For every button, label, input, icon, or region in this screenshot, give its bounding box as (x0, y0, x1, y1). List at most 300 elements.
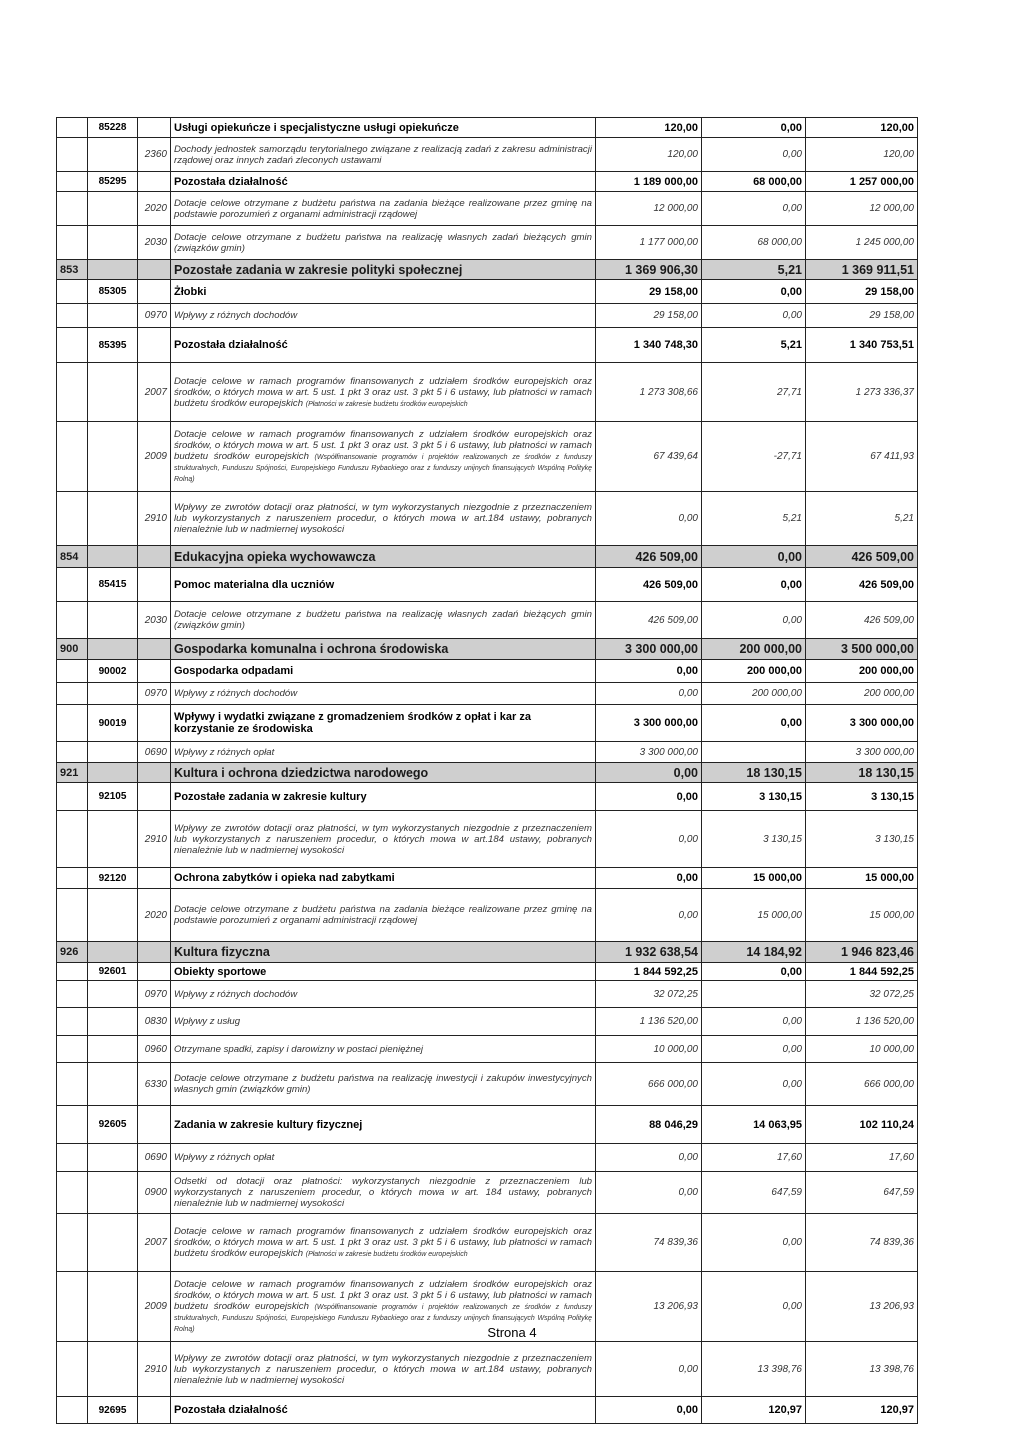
paragraf-code: 2910 (138, 811, 171, 868)
item-name-text: Dotacje celowe otrzymane z budżetu państwa na zadania bieżące realizowane przez gminę na podstawie porozumień z organami administracji rządowej (174, 197, 592, 220)
paragraf-code: 2030 (138, 226, 171, 260)
rozdzial-code: 92695 (88, 1397, 138, 1424)
paragraf-code: 0690 (138, 1144, 171, 1172)
after-change-amount: 17,60 (806, 1144, 918, 1172)
item-name (171, 328, 596, 363)
item-name-text: Dotacje celowe otrzymane z budżetu państwa na realizację własnych zadań bieżących gmin (związków gmin) (174, 231, 592, 254)
dzial-cell (57, 568, 88, 602)
item-name (171, 1172, 596, 1214)
item-name (171, 660, 596, 683)
item-name-text: Wpływy ze zwrotów dotacji oraz płatności, w tym wykorzystanych niezgodnie z przeznaczeniem lub wykorzystanych z naruszeniem procedur, o których mowa w art.184 ustawy, pobranych nienależnie lub w nadmiernej wysokości (174, 1352, 592, 1386)
change-amount: 27,71 (702, 363, 806, 422)
item-name (171, 1144, 596, 1172)
item-name (171, 683, 596, 705)
after-change-amount: 1 340 753,51 (806, 328, 918, 363)
change-amount: 15 000,00 (702, 889, 806, 942)
change-amount: 200 000,00 (702, 639, 806, 660)
rozdzial-row (57, 868, 918, 889)
paragraf-code: 2009 (138, 422, 171, 492)
plan-amount: 0,00 (596, 1172, 702, 1214)
item-name-text: Dotacje celowe w ramach programów finansowanych z udziałem środków europejskich oraz środków, o których mowa w art. 5 ust. 1 pkt 3 oraz ust. 3 pkt 5 i 6 ustawy, lub płatności w ramach budżetu środków europejskich (174, 1226, 592, 1259)
paragraf-row (57, 683, 918, 705)
change-amount: 0,00 (702, 1272, 806, 1342)
rozdzial-code: 92105 (88, 783, 138, 811)
item-name-note: (Współfinansowanie programów i projektów realizowanych ze środków z funduszy strukturalnych, Funduszu Spójności, Europejskiego Funduszu Rybackiego oraz z funduszy unijnych finansujących Wspólną Politykę Rolną) (174, 1304, 592, 1333)
change-amount: 3 130,15 (702, 783, 806, 811)
dzial-cell (57, 363, 88, 422)
change-amount: 18 130,15 (702, 763, 806, 783)
paragraf-code: 0970 (138, 304, 171, 328)
dzial-cell (57, 981, 88, 1008)
paragraf-row (57, 192, 918, 226)
item-name (171, 118, 596, 138)
rozdzial-cell (88, 304, 138, 328)
paragraf-cell (138, 639, 171, 660)
change-amount: 0,00 (702, 1063, 806, 1106)
item-name-text: Pozostała działalność (174, 339, 288, 351)
plan-amount: 29 158,00 (596, 280, 702, 304)
dzial-cell (57, 705, 88, 742)
item-name-text: Dochody jednostek samorządu terytorialnego związane z realizacją zadań z zakresu administracji rządowej oraz innych zadań zleconych ustawami (174, 143, 592, 166)
change-amount (702, 981, 806, 1008)
paragraf-code: 0900 (138, 1172, 171, 1214)
item-name-text: Gospodarka komunalna i ochrona środowiska (174, 642, 449, 656)
dzial-cell (57, 742, 88, 763)
after-change-amount: 200 000,00 (806, 683, 918, 705)
change-amount: 0,00 (702, 280, 806, 304)
after-change-amount: 426 509,00 (806, 568, 918, 602)
after-change-amount: 15 000,00 (806, 889, 918, 942)
item-name-text: Pozostała działalność (174, 1404, 288, 1416)
item-name-text: Wpływy z różnych opłat (174, 1152, 275, 1163)
change-amount: 0,00 (702, 963, 806, 981)
paragraf-code: 6330 (138, 1063, 171, 1106)
paragraf-code: 2007 (138, 363, 171, 422)
plan-amount: 0,00 (596, 1397, 702, 1424)
plan-amount: 29 158,00 (596, 304, 702, 328)
paragraf-cell (138, 868, 171, 889)
change-amount: 0,00 (702, 304, 806, 328)
paragraf-cell (138, 963, 171, 981)
dzial-cell (57, 422, 88, 492)
rozdzial-code: 85228 (88, 118, 138, 138)
paragraf-cell (138, 260, 171, 280)
paragraf-cell (138, 280, 171, 304)
plan-amount: 3 300 000,00 (596, 639, 702, 660)
plan-amount: 32 072,25 (596, 981, 702, 1008)
plan-amount: 0,00 (596, 868, 702, 889)
after-change-amount: 32 072,25 (806, 981, 918, 1008)
plan-amount: 0,00 (596, 889, 702, 942)
plan-amount: 1 844 592,25 (596, 963, 702, 981)
item-name-text: Pomoc materialna dla uczniów (174, 578, 335, 591)
plan-amount: 426 509,00 (596, 546, 702, 568)
change-amount: 0,00 (702, 568, 806, 602)
plan-amount: 1 136 520,00 (596, 1008, 702, 1036)
item-name-note: (Współfinansowanie programów i projektów realizowanych ze środków z funduszy strukturalnych, Funduszu Spójności, Europejskiego Funduszu Rybackiego oraz z funduszy unijnych finansujących Wspólną Politykę Rolną) (174, 454, 592, 483)
item-name (171, 1397, 596, 1424)
plan-amount: 74 839,36 (596, 1214, 702, 1272)
plan-amount: 0,00 (596, 492, 702, 546)
plan-amount: 1 340 748,30 (596, 328, 702, 363)
budget-table (56, 117, 918, 1424)
item-name (171, 546, 596, 568)
dzial-cell (57, 1144, 88, 1172)
item-name-text: Dotacje celowe otrzymane z budżetu państwa na zadania bieżące realizowane przez gminę na podstawie porozumień z organami administracji rządowej (174, 904, 592, 926)
page-number: Strona 4 (487, 1325, 537, 1340)
paragraf-row (57, 363, 918, 422)
rozdzial-cell (88, 138, 138, 172)
dzial-cell (57, 138, 88, 172)
plan-amount: 0,00 (596, 783, 702, 811)
paragraf-code: 2910 (138, 1342, 171, 1397)
change-amount: 647,59 (702, 1172, 806, 1214)
paragraf-code: 2007 (138, 1214, 171, 1272)
change-amount: 0,00 (702, 1008, 806, 1036)
item-name-note: (Płatności w zakresie budżetu środków europejskich (305, 1251, 468, 1258)
after-change-amount: 426 509,00 (806, 602, 918, 639)
after-change-amount: 13 398,76 (806, 1342, 918, 1397)
after-change-amount: 120,00 (806, 118, 918, 138)
dzial-cell (57, 226, 88, 260)
rozdzial-cell (88, 363, 138, 422)
rozdzial-code: 85415 (88, 568, 138, 602)
change-amount: 14 184,92 (702, 942, 806, 963)
item-name-text: Dotacje celowe w ramach programów finansowanych z udziałem środków europejskich oraz środków, o których mowa w art. 5 ust. 1 pkt 3 oraz ust. 3 pkt 5 i 6 ustawy, lub płatności w ramach budżetu środków europejskich (174, 1279, 592, 1312)
rozdzial-code: 92120 (88, 868, 138, 889)
change-amount: 14 063,95 (702, 1106, 806, 1144)
rozdzial-row (57, 568, 918, 602)
after-change-amount: 18 130,15 (806, 763, 918, 783)
rozdzial-cell (88, 889, 138, 942)
rozdzial-cell (88, 811, 138, 868)
item-name (171, 363, 596, 422)
item-name (171, 304, 596, 328)
paragraf-cell (138, 1397, 171, 1424)
item-name-note: (Płatności w zakresie budżetu środków europejskich (305, 400, 468, 408)
after-change-amount: 3 130,15 (806, 811, 918, 868)
paragraf-code: 2020 (138, 889, 171, 942)
dzial-cell (57, 1008, 88, 1036)
paragraf-cell (138, 1106, 171, 1144)
dzial-code: 900 (57, 639, 88, 660)
paragraf-code: 0970 (138, 981, 171, 1008)
after-change-amount: 3 130,15 (806, 783, 918, 811)
dzial-cell (57, 811, 88, 868)
rozdzial-code: 85395 (88, 328, 138, 363)
item-name-text: Wpływy z różnych dochodów (174, 310, 298, 321)
change-amount: -27,71 (702, 422, 806, 492)
paragraf-cell (138, 705, 171, 742)
after-change-amount: 12 000,00 (806, 192, 918, 226)
plan-amount: 426 509,00 (596, 568, 702, 602)
after-change-amount: 102 110,24 (806, 1106, 918, 1144)
item-name (171, 981, 596, 1008)
rozdzial-code: 85305 (88, 280, 138, 304)
item-name (171, 763, 596, 783)
item-name-text: Wpływy z różnych dochodów (174, 688, 298, 699)
dzial-cell (57, 118, 88, 138)
paragraf-cell (138, 568, 171, 602)
plan-amount: 10 000,00 (596, 1036, 702, 1063)
paragraf-cell (138, 118, 171, 138)
after-change-amount: 647,59 (806, 1172, 918, 1214)
rozdzial-row (57, 328, 918, 363)
paragraf-cell (138, 172, 171, 192)
dzial-cell (57, 280, 88, 304)
change-amount: 0,00 (702, 118, 806, 138)
rozdzial-row (57, 963, 918, 981)
item-name (171, 192, 596, 226)
item-name (171, 705, 596, 742)
item-name (171, 226, 596, 260)
plan-amount: 0,00 (596, 660, 702, 683)
paragraf-row (57, 1342, 918, 1397)
paragraf-code: 0970 (138, 683, 171, 705)
item-name (171, 602, 596, 639)
after-change-amount: 1 136 520,00 (806, 1008, 918, 1036)
item-name-text: Dotacje celowe otrzymane z budżetu państwa na realizację własnych zadań bieżących gmin (związków gmin) (174, 609, 592, 631)
item-name (171, 963, 596, 981)
change-amount: 13 398,76 (702, 1342, 806, 1397)
item-name-text: Ochrona zabytków i opieka nad zabytkami (174, 872, 395, 884)
paragraf-row (57, 422, 918, 492)
dzial-code: 853 (57, 260, 88, 280)
after-change-amount: 1 369 911,51 (806, 260, 918, 280)
rozdzial-cell (88, 226, 138, 260)
after-change-amount: 5,21 (806, 492, 918, 546)
after-change-amount: 3 500 000,00 (806, 639, 918, 660)
dzial-cell (57, 683, 88, 705)
after-change-amount: 15 000,00 (806, 868, 918, 889)
change-amount: 5,21 (702, 260, 806, 280)
rozdzial-cell (88, 683, 138, 705)
item-name-text: Wpływy z różnych opłat (174, 746, 275, 758)
paragraf-row (57, 226, 918, 260)
change-amount: 17,60 (702, 1144, 806, 1172)
paragraf-code: 2020 (138, 192, 171, 226)
rozdzial-cell (88, 260, 138, 280)
dzial-row (57, 763, 918, 783)
paragraf-row (57, 981, 918, 1008)
item-name-text: Zadania w zakresie kultury fizycznej (174, 1118, 363, 1131)
plan-amount: 426 509,00 (596, 602, 702, 639)
paragraf-code: 2009 (138, 1272, 171, 1342)
plan-amount: 88 046,29 (596, 1106, 702, 1144)
after-change-amount: 120,00 (806, 138, 918, 172)
paragraf-row (57, 1036, 918, 1063)
dzial-cell (57, 1036, 88, 1063)
rozdzial-row (57, 118, 918, 138)
dzial-cell (57, 328, 88, 363)
plan-amount: 67 439,64 (596, 422, 702, 492)
item-name-text: Pozostałe zadania w zakresie kultury (174, 790, 367, 803)
rozdzial-cell (88, 192, 138, 226)
dzial-cell (57, 172, 88, 192)
dzial-cell (57, 192, 88, 226)
plan-amount: 1 189 000,00 (596, 172, 702, 192)
paragraf-cell (138, 546, 171, 568)
after-change-amount: 200 000,00 (806, 660, 918, 683)
dzial-cell (57, 304, 88, 328)
dzial-code: 926 (57, 942, 88, 963)
change-amount: 0,00 (702, 602, 806, 639)
plan-amount: 0,00 (596, 1144, 702, 1172)
plan-amount: 120,00 (596, 138, 702, 172)
item-name-text: Dotacje celowe w ramach programów finansowanych z udziałem środków europejskich oraz środków, o których mowa w art. 5 ust. 1 pkt 3 oraz ust. 3 pkt 5 i 6 ustawy, lub płatności w ramach budżetu środków europejskich (174, 429, 592, 462)
item-name (171, 868, 596, 889)
paragraf-cell (138, 783, 171, 811)
rozdzial-row (57, 660, 918, 683)
dzial-cell (57, 889, 88, 942)
item-name-text: Dotacje celowe otrzymane z budżetu państwa na realizację inwestycji i zakupów inwestycyjnych własnych gmin (związków gmin) (174, 1073, 592, 1095)
change-amount: 68 000,00 (702, 172, 806, 192)
item-name-text: Wpływy i wydatki związane z gromadzeniem środków z opłat i kar za korzystanie ze środowiska (174, 711, 531, 735)
rozdzial-row (57, 1397, 918, 1424)
rozdzial-cell (88, 1172, 138, 1214)
paragraf-cell (138, 763, 171, 783)
dzial-cell (57, 660, 88, 683)
dzial-cell (57, 963, 88, 981)
rozdzial-code: 92601 (88, 963, 138, 981)
rozdzial-cell (88, 1036, 138, 1063)
after-change-amount: 1 257 000,00 (806, 172, 918, 192)
paragraf-code: 2360 (138, 138, 171, 172)
paragraf-cell (138, 942, 171, 963)
dzial-cell (57, 1106, 88, 1144)
change-amount: 15 000,00 (702, 868, 806, 889)
dzial-code: 921 (57, 763, 88, 783)
change-amount (702, 742, 806, 763)
item-name-text: Wpływy z usług (174, 1016, 241, 1027)
rozdzial-cell (88, 1008, 138, 1036)
item-name-text: Wpływy z różnych dochodów (174, 988, 298, 1000)
rozdzial-cell (88, 492, 138, 546)
item-name-text: Pozostała działalność (174, 175, 288, 188)
rozdzial-cell (88, 1214, 138, 1272)
paragraf-cell (138, 660, 171, 683)
paragraf-row (57, 1214, 918, 1272)
item-name (171, 811, 596, 868)
item-name-text: Dotacje celowe w ramach programów finansowanych z udziałem środków europejskich oraz środków, o których mowa w art. 5 ust. 1 pkt 3 oraz ust. 3 pkt 5 i 6 ustawy, lub płatności w ramach budżetu środków europejskich (174, 375, 592, 409)
change-amount: 200 000,00 (702, 683, 806, 705)
dzial-row (57, 942, 918, 963)
item-name-text: Kultura i ochrona dziedzictwa narodowego (174, 765, 429, 780)
change-amount: 120,97 (702, 1397, 806, 1424)
item-name (171, 1214, 596, 1272)
paragraf-code: 2030 (138, 602, 171, 639)
item-name (171, 138, 596, 172)
after-change-amount: 74 839,36 (806, 1214, 918, 1272)
plan-amount: 3 300 000,00 (596, 742, 702, 763)
item-name-text: Żłobki (174, 285, 207, 298)
item-name (171, 1063, 596, 1106)
after-change-amount: 1 946 823,46 (806, 942, 918, 963)
rozdzial-code: 85295 (88, 172, 138, 192)
item-name (171, 1036, 596, 1063)
item-name (171, 742, 596, 763)
dzial-code: 854 (57, 546, 88, 568)
item-name-text: Wpływy ze zwrotów dotacji oraz płatności, w tym wykorzystanych niezgodnie z przeznaczeniem lub wykorzystanych z naruszeniem procedur, o których mowa w art.184 ustawy, pobranych nienależnie lub w nadmiernej wysokości (174, 502, 592, 535)
item-name (171, 1342, 596, 1397)
rozdzial-cell (88, 942, 138, 963)
change-amount: 0,00 (702, 705, 806, 742)
item-name-text: Edukacyjna opieka wychowawcza (174, 549, 376, 564)
dzial-cell (57, 492, 88, 546)
change-amount: 68 000,00 (702, 226, 806, 260)
dzial-cell (57, 1063, 88, 1106)
paragraf-code: 0960 (138, 1036, 171, 1063)
change-amount: 5,21 (702, 492, 806, 546)
item-name-text: Usługi opiekuńcze i specjalistyczne usługi opiekuńcze (174, 121, 459, 134)
after-change-amount: 666 000,00 (806, 1063, 918, 1106)
paragraf-row (57, 138, 918, 172)
rozdzial-cell (88, 546, 138, 568)
paragraf-row (57, 811, 918, 868)
rozdzial-cell (88, 602, 138, 639)
item-name (171, 172, 596, 192)
after-change-amount: 13 206,93 (806, 1272, 918, 1342)
paragraf-row (57, 602, 918, 639)
item-name (171, 1106, 596, 1144)
change-amount: 0,00 (702, 192, 806, 226)
item-name (171, 783, 596, 811)
paragraf-row (57, 742, 918, 763)
after-change-amount: 1 245 000,00 (806, 226, 918, 260)
after-change-amount: 29 158,00 (806, 280, 918, 304)
plan-amount: 1 932 638,54 (596, 942, 702, 963)
after-change-amount: 10 000,00 (806, 1036, 918, 1063)
change-amount: 0,00 (702, 138, 806, 172)
plan-amount: 1 369 906,30 (596, 260, 702, 280)
rozdzial-code: 90019 (88, 705, 138, 742)
plan-amount: 0,00 (596, 811, 702, 868)
rozdzial-cell (88, 763, 138, 783)
paragraf-row (57, 889, 918, 942)
change-amount: 0,00 (702, 546, 806, 568)
dzial-cell (57, 868, 88, 889)
rozdzial-cell (88, 1342, 138, 1397)
dzial-row (57, 639, 918, 660)
dzial-row (57, 260, 918, 280)
paragraf-row (57, 1008, 918, 1036)
plan-amount: 1 273 308,66 (596, 363, 702, 422)
dzial-row (57, 546, 918, 568)
change-amount: 5,21 (702, 328, 806, 363)
rozdzial-cell (88, 639, 138, 660)
plan-amount: 0,00 (596, 1342, 702, 1397)
rozdzial-row (57, 172, 918, 192)
rozdzial-row (57, 705, 918, 742)
change-amount: 3 130,15 (702, 811, 806, 868)
after-change-amount: 29 158,00 (806, 304, 918, 328)
change-amount: 0,00 (702, 1036, 806, 1063)
item-name (171, 942, 596, 963)
plan-amount: 0,00 (596, 683, 702, 705)
plan-amount: 13 206,93 (596, 1272, 702, 1342)
paragraf-code: 2910 (138, 492, 171, 546)
paragraf-code: 0690 (138, 742, 171, 763)
plan-amount: 1 177 000,00 (596, 226, 702, 260)
rozdzial-code: 92605 (88, 1106, 138, 1144)
dzial-cell (57, 1214, 88, 1272)
paragraf-code: 0830 (138, 1008, 171, 1036)
rozdzial-row (57, 1106, 918, 1144)
after-change-amount: 426 509,00 (806, 546, 918, 568)
rozdzial-cell (88, 742, 138, 763)
plan-amount: 3 300 000,00 (596, 705, 702, 742)
rozdzial-row (57, 280, 918, 304)
